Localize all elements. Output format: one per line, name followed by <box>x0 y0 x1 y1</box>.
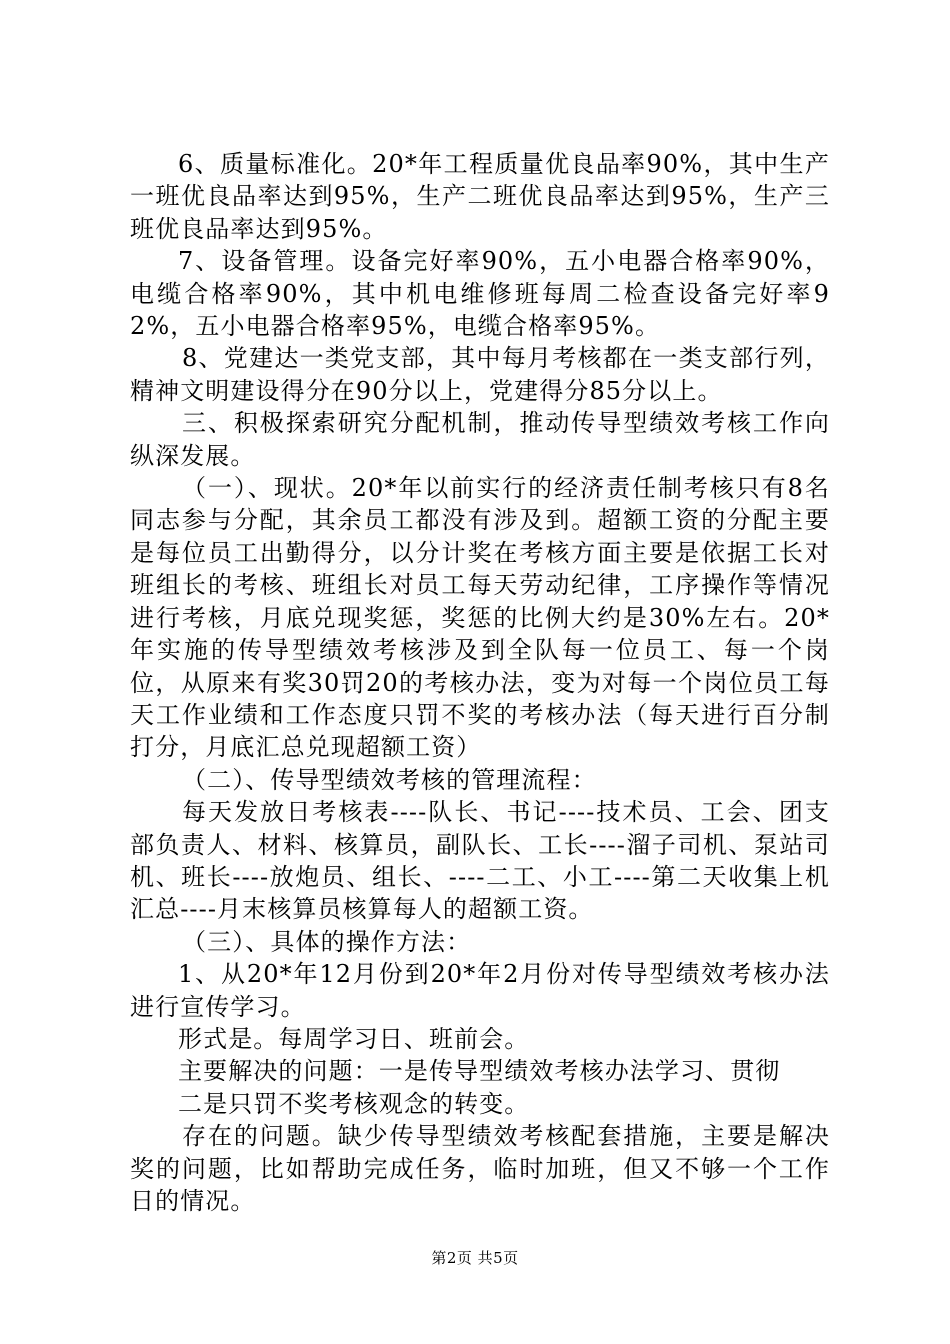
paragraph-existing-problems: 存在的问题。缺少传导型绩效考核配套措施，主要是解决奖的问题，比如帮助完成任务，临时加班，但又不够一个工作日的情况。 <box>130 1122 830 1215</box>
section-heading-distribution-mechanism: 三、积极探索研究分配机制，推动传导型绩效考核工作向纵深发展。 <box>130 409 830 470</box>
paragraph-equipment-management: 7、设备管理。设备完好率90%，五小电器合格率90%，电缆合格率90%，其中机电维修班每周二检查设备完好率92%，五小电器合格率95%，电缆合格率95%。 <box>130 247 830 341</box>
paragraph-party-building: 8、党建达一类党支部，其中每月考核都在一类支部行列，精神文明建设得分在90分以上，党建得分85分以上。 <box>130 344 830 405</box>
document-body <box>130 148 830 1217</box>
paragraph-current-status: （一）、现状。20*年以前实行的经济责任制考核只有8名同志参与分配，其余员工都没有涉及到。超额工资的分配主要是每位员工出勤得分，以分计奖在考核方面主要是依据工长对班组长的考核、班组长对员工每天劳动纪律，工序操作等情况进行考核，月底兑现奖惩，奖惩的比例大约是30%左右。20*年实施的传导型绩效考核涉及到全队每一位员工、每一个岗位，从原来有奖30罚20的考核办法，变为对每一个岗位员工每天工作业绩和工作态度只罚不奖的考核办法（每天进行百分制打分，月底汇总兑现超额工资） <box>130 474 830 762</box>
paragraph-main-problems-continued: 二是只罚不奖考核观念的转变。 <box>178 1089 530 1118</box>
paragraph-main-problems: 主要解决的问题：一是传导型绩效考核办法学习、贯彻 <box>178 1057 781 1086</box>
page-number-footer: 第2页 共5页 <box>431 1249 519 1267</box>
paragraph-study-form: 形式是。每周学习日、班前会。 <box>178 1024 530 1053</box>
paragraph-publicity-study: 1、从20*年12月份到20*年2月份对传导型绩效考核办法进行宣传学习。 <box>130 960 830 1021</box>
subheading-management-process: （二）、传导型绩效考核的管理流程： <box>182 765 597 794</box>
subheading-operation-methods: （三）、具体的操作方法： <box>182 927 472 956</box>
paragraph-quality-standardization: 6、质量标准化。20*年工程质量优良品率90%，其中生产一班优良品率达到95%，生产二班优良品率达到95%，生产三班优良品率达到95%。 <box>130 150 830 243</box>
paragraph-management-process-flow: 每天发放日考核表----队长、书记----技术员、工会、团支部负责人、材料、核算员，副队长、工长----溜子司机、泵站司机、班长----放炮员、组长、----二工、小工----第二天收集上机汇总----月末核算员核算每人的超额工资。 <box>130 798 830 924</box>
